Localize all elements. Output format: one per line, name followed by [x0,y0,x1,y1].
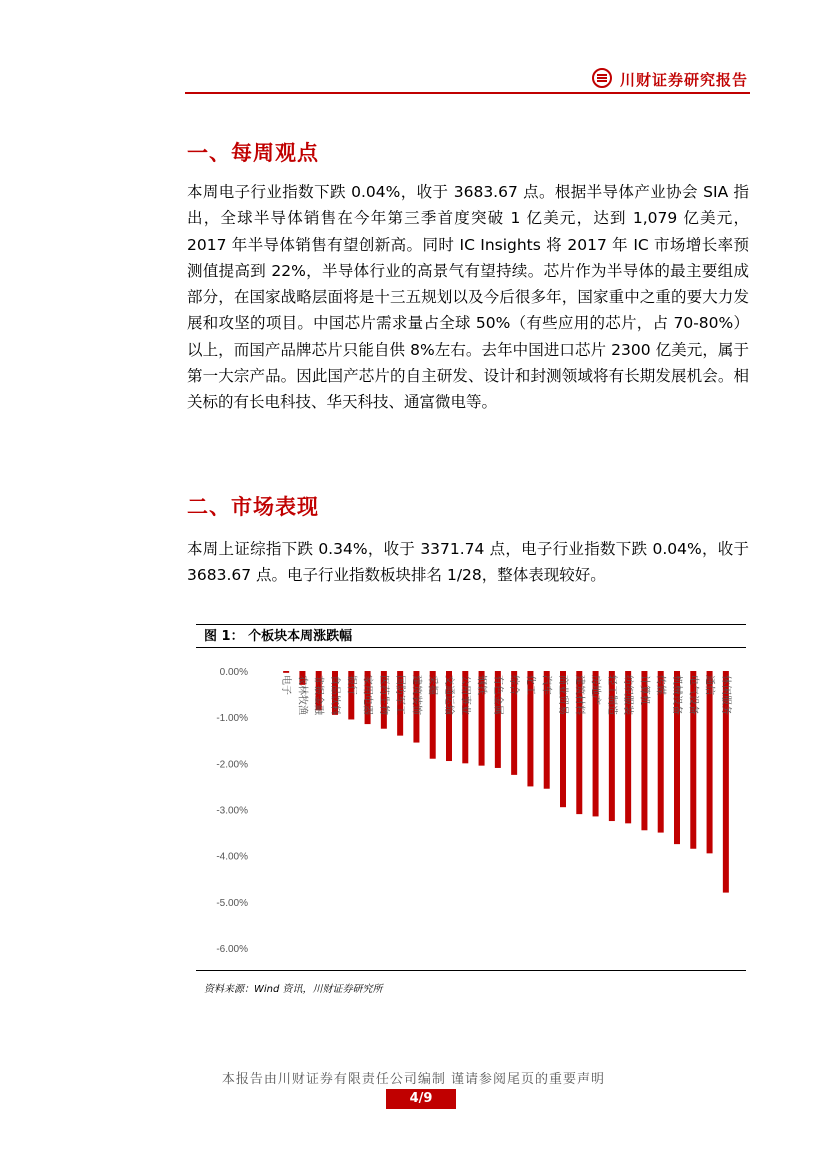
x-category-label: 食品饮料 [329,675,340,715]
y-tick-label: 0.00% [219,667,248,678]
x-category-label: 综合 [508,675,520,695]
y-tick-label: -1.00% [216,713,248,725]
x-category-label: 公用事业 [459,675,471,715]
x-category-label: 房地产 [589,675,601,705]
shield-logo-icon [592,68,612,88]
x-category-label: 非银金融 [312,675,324,715]
x-category-label: 钢铁 [475,675,487,695]
x-category-label: 轻工制造 [605,675,617,715]
x-category-label: 有色金属 [491,675,503,715]
x-category-label: 国防军工 [394,675,406,715]
x-category-label: 建筑材料 [573,675,585,715]
x-category-label: 传媒 [654,675,666,695]
y-tick-label: -4.00% [216,851,248,863]
weekly-view-paragraph: 本周电子行业指数下跌 0.04%，收于 3683.67 点。根据半导体产业协会 SIA 指出，全球半导体销售在今年第三季首度突破 1 亿美元，达到 1,079 亿美元，2017 年半导体销售有望创新高。同时 IC Insights 将 2017 年 IC 市场增长率预测值提高到 22%，半导体行业的高景气有望持续。芯片作为半导体的最主要组成部分，在国家战略层面将是十三五规划以及今后很多年，国家重中之重的要大力发展和攻坚的项目。中国芯片需求量占全球 50%（有些应用的芯片，占 70-80%）以上，而国产品牌芯片只能自供 8%左右。去年中国进口芯片 2300 亿美元，属于第一大宗产品。因此国产芯片的自主研发、设计和封测领域将有长期发展机会。相关标的有长电科技、华天科技、通富微电等。 [187,183,749,412]
x-category-label: 银行 [345,675,357,695]
x-category-label: 家用电器 [361,675,373,715]
x-category-label: 医药生物 [377,675,389,715]
x-category-label: 汽车 [540,675,552,695]
sector-change-bar-chart [196,650,746,968]
x-category-label: 纺织服装 [622,675,634,715]
page-number: 4/9 [386,1089,456,1109]
x-category-label: 农林牧渔 [296,675,308,715]
x-category-label: 化工 [524,675,536,695]
section-title-market: 二、市场表现 [187,494,319,519]
y-tick-label: -3.00% [216,805,248,817]
x-category-label: 休闲服务 [719,675,731,715]
x-category-label: 通信 [703,675,715,695]
brand-title: 川财证券研究报告 [619,71,748,89]
x-category-label: 计算机 [638,675,650,705]
x-category-label: 机械设备 [671,675,682,715]
y-tick-label: -6.00% [216,944,248,955]
figure-bottom-rule [196,970,746,971]
x-category-label: 商业贸易 [557,675,568,715]
x-category-label: 电子 [280,675,292,695]
bar [658,671,664,833]
figure-source: 资料来源：Wind 资讯，川财证券研究所 [204,984,383,995]
x-category-label: 交通运输 [443,675,454,715]
section-title-weekly-view: 一、每周观点 [187,140,319,165]
x-category-label: 电气设备 [687,675,699,715]
header-rule [185,92,750,94]
bar [707,671,713,853]
y-tick-label: -2.00% [216,759,248,771]
page-header [185,62,750,94]
y-tick-label: -5.00% [216,897,248,909]
market-paragraph: 本周上证综指下跌 0.34%，收于 3371.74 点，电子行业指数下跌 0.04%，收于 3683.67 点。电子行业指数板块排名 1/28，整体表现较好。 [187,540,749,585]
footer-disclaimer: 本报告由川财证券有限责任公司编制 谨请参阅尾页的重要声明 [221,1072,606,1087]
figure-title: 图 1： 个板块本周涨跌幅 [196,624,746,648]
bar [283,671,289,673]
x-category-label: 建筑装饰 [410,675,422,715]
x-category-label: 采掘 [426,675,438,695]
